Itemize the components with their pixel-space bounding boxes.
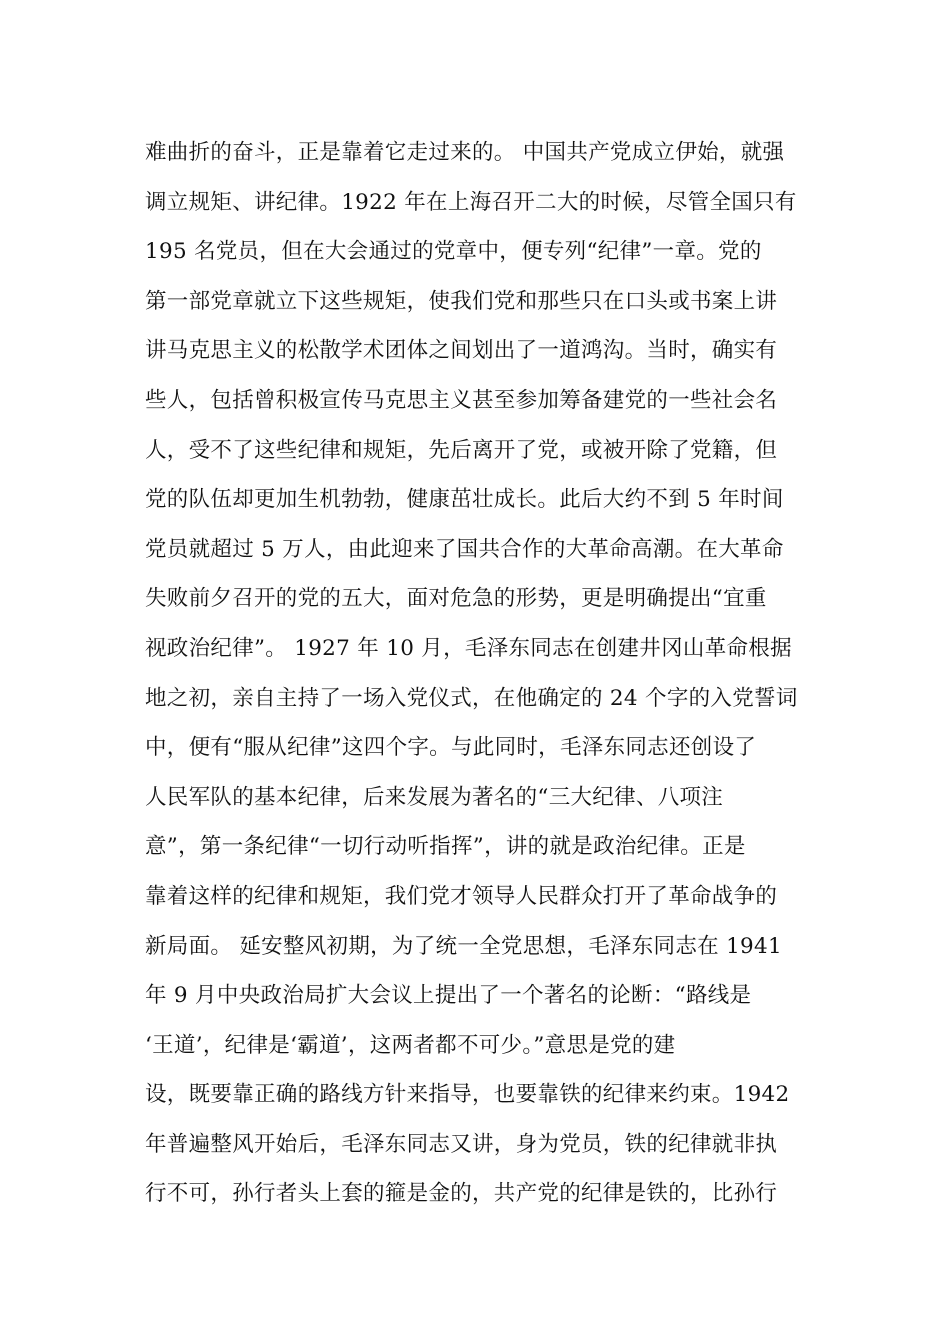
text-line: 第一部党章就立下这些规矩，使我们党和那些只在口头或书案上讲 [145,288,778,314]
text-line: 难曲折的奋斗，正是靠着它走过来的。 中国共产党成立伊始，就强 [145,140,785,165]
text-line: 年 9 月中央政治局扩大会议上提出了一个著名的论断：“路线是 [145,983,752,1009]
text-line: 党的队伍却更加生机勃勃，健康茁壮成长。此后大约不到 5 年时间 [145,487,784,513]
text-line: ‘王道’，纪律是‘霸道’，这两者都不可少。”意思是党的建 [145,1032,676,1058]
text-line: 地之初，亲自主持了一场入党仪式，在他确定的 24 个字的入党誓词 [145,685,798,711]
text-line: 调立规矩、讲纪律。1922 年在上海召开二大的时候，尽管全国只有 [145,189,797,215]
text-line: 新局面。 延安整风初期，为了统一全党思想，毛泽东同志在 1941 [145,933,782,959]
text-line: 失败前夕召开的党的五大，面对危急的形势，更是明确提出“宜重 [145,586,767,612]
text-line: 中，便有“服从纪律”这四个字。与此同时，毛泽东同志还创设了 [145,735,757,761]
text-line: 视政治纪律”。 1927 年 10 月，毛泽东同志在创建井冈山革命根据 [145,635,792,661]
text-line: 讲马克思主义的松散学术团体之间划出了一道鸿沟。当时，确实有 [145,338,778,364]
text-line: 行不可，孙行者头上套的箍是金的，共产党的纪律是铁的，比孙行 [145,1181,778,1207]
body-text [145,133,825,1224]
text-line: 人民军队的基本纪律，后来发展为著名的“三大纪律、八项注 [145,784,724,810]
text-line: 党员就超过 5 万人，由此迎来了国共合作的大革命高潮。在大革命 [145,536,784,562]
text-line: 靠着这样的纪律和规矩，我们党才领导人民群众打开了革命战争的 [145,883,778,909]
text-line: 设，既要靠正确的路线方针来指导，也要靠铁的纪律来约束。1942 [145,1082,790,1108]
text-line: 意”，第一条纪律“一切行动听指挥”，讲的就是政治纪律。正是 [145,834,746,860]
text-line: 人，受不了这些纪律和规矩，先后离开了党，或被开除了党籍，但 [145,437,778,463]
text-line: 年普遍整风开始后，毛泽东同志又讲，身为党员，铁的纪律就非执 [145,1131,778,1157]
text-line: 195 名党员，但在大会通过的党章中，便专列“纪律”一章。党的 [145,239,762,265]
text-line: 些人，包括曾积极宣传马克思主义甚至参加筹备建党的一些社会名 [145,387,778,413]
